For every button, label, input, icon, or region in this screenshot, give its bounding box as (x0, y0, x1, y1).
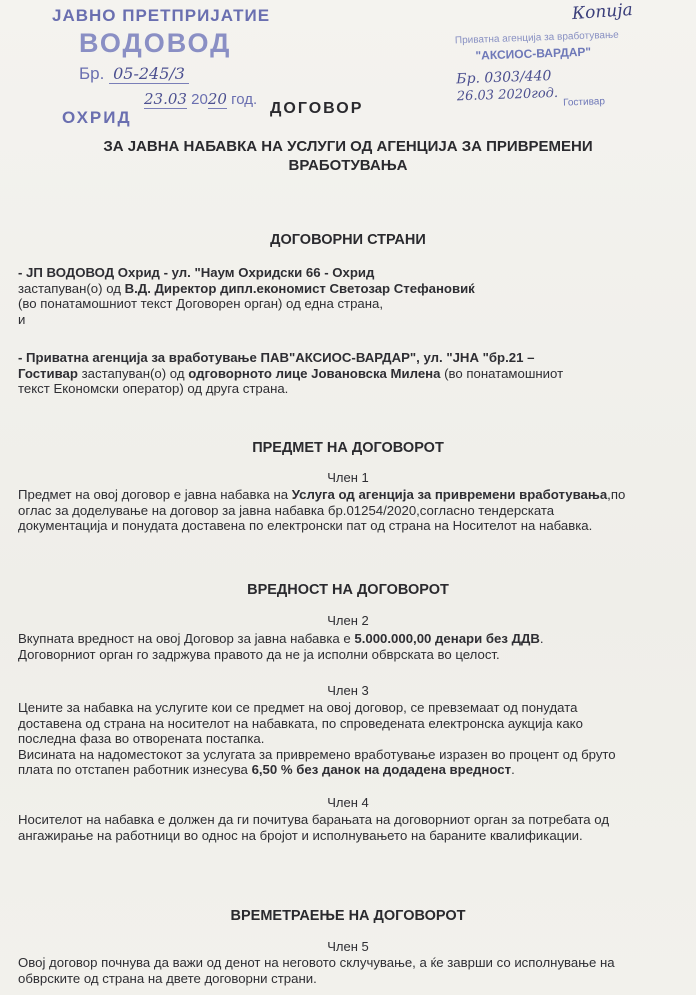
handwritten-note: Копија (571, 0, 634, 25)
stamp-date-line (144, 90, 257, 108)
party-2-rep-post: (во понатамошниот (440, 365, 564, 381)
stamp-org-name: ВОДОВОД (79, 28, 232, 58)
subject-heading: ПРЕДМЕТ НА ДОГОВОРОТ (252, 440, 444, 456)
party-1-rep-pre: застапуван(о) од (18, 280, 125, 296)
article-2-label: Член 2 (327, 613, 369, 628)
party-1-role: (во понатамошниот текст Договорен орган) од една страна, (18, 296, 384, 311)
article-2-text (18, 631, 638, 662)
party-and: и (18, 311, 26, 327)
stamp-right-reg: Бр. 0303/440 (455, 68, 552, 88)
party-2-role: текст Економски оператор) од друга страна. (18, 381, 289, 396)
stamp-date-year-suffix: 20 (207, 90, 227, 108)
stamp-date-suffix: год. (231, 91, 258, 108)
article-1-text-post: ,по оглас за доделување на договор за јавна набавка бр.01254/2020,согласно тендерската документација и понудата доставена по електронски пат од страна на Носителот на набавка. (18, 487, 626, 533)
article-2-value-pre: Вкупната вредност на овој Договор за јавна набавка е (18, 631, 355, 646)
stamp-reg-prefix: Бр. (79, 64, 105, 83)
stamp-right-date: 26.03 2020год. (456, 85, 559, 105)
article-3-label: Член 3 (327, 683, 369, 698)
stamp-right-city: Гостивар (562, 96, 606, 109)
stamp-city: ОХРИД (62, 108, 132, 127)
article-4-label: Член 4 (327, 795, 369, 810)
article-1-service: Услуга од агенција за привремени вработувања (291, 487, 608, 502)
article-3-fee: 6,50 % без данок на додадена вредност (251, 762, 512, 777)
party-2-rep-pre: застапуван(о) од (77, 365, 189, 381)
value-heading: ВРЕДНОСТ НА ДОГОВОРОТ (247, 582, 449, 598)
stamp-date-year-prefix: 20 (191, 91, 208, 108)
stamp-right-org-name: "АКСИОС-ВАРДАР" (475, 44, 592, 63)
stamp-reg-line (79, 64, 189, 84)
article-1-text (18, 487, 638, 534)
article-2-reservation: Договорниот орган го задржува правото да не ја исполни обврската во целост. (18, 646, 500, 662)
duration-heading: ВРЕМЕТРАЕЊЕ НА ДОГОВОРОТ (230, 908, 466, 924)
document-subtitle: ЗА ЈАВНА НАБАВКА НА УСЛУГИ ОД АГЕНЦИЈА ЗА ПРИВРЕМЕНИ ВРАБОТУВАЊА (103, 138, 593, 174)
party-2-city: Гостивар (18, 365, 78, 381)
article-5-text: Овој договор почнува да важи од денот на неговото склучување, а ќе заврши со исполнување на обврските од страна на двете договорни страни. (18, 955, 615, 986)
party-1-name: - ЈП ВОДОВОД Охрид - ул. "Наум Охридски 66 - Охрид (18, 265, 375, 280)
party-2-name: - Приватна агенција за вработување ПАВ"АКСИОС-ВАРДАР", ул. "ЈНА "бр.21 – (18, 350, 535, 365)
stamp-org-type: ЈАВНО ПРЕТПРИЈАТИЕ (52, 6, 271, 25)
party-2 (18, 350, 638, 397)
article-2-value-post: . (539, 631, 544, 646)
document-title: ДОГОВОР (270, 100, 364, 117)
article-3-prices: Цените за набавка на услугите кои се предмет на овој договор, се превземаат од понудата доставена од страна на носителот на набавката, по спроведената електронска аукција како последна фаза во отворената постапка. (18, 700, 583, 746)
article-1-text-pre: Предмет на овој договор е јавна набавка на (18, 487, 292, 502)
stamp-date-day-month: 23.03 (144, 90, 187, 108)
article-4-text: Носителот на набавка е должен да ги почитува барањата на договорниот орган за потребата од ангажирање на работници во однос на бројот и исполнувањето на бараните квалификации. (18, 812, 610, 843)
article-5-label: Член 5 (327, 939, 369, 954)
stamp-reg-number: 05-245/3 (109, 64, 189, 84)
registry-stamp-left (24, 2, 284, 132)
article-3-text (18, 700, 638, 778)
stamp-right-org-type: Приватна агенција за вработување (454, 29, 619, 47)
party-1 (18, 265, 638, 327)
registry-stamp-right (451, 27, 654, 114)
article-3-fee-post: . (511, 762, 515, 777)
article-2-value: 5.000.000,00 денари без ДДВ (354, 631, 540, 646)
party-2-representative: одговорното лице Јовановска Милена (188, 365, 441, 381)
party-1-representative: В.Д. Директор дипл.економист Светозар Стефановиќ (124, 280, 475, 296)
parties-heading: ДОГОВОРНИ СТРАНИ (270, 232, 426, 248)
article-1-label: Член 1 (327, 470, 369, 485)
article-3-fee-pre: Висината на надоместокот за услугата за привремено вработување изразен во процент од бруто плата по отстапен работник изнесува (18, 746, 616, 777)
